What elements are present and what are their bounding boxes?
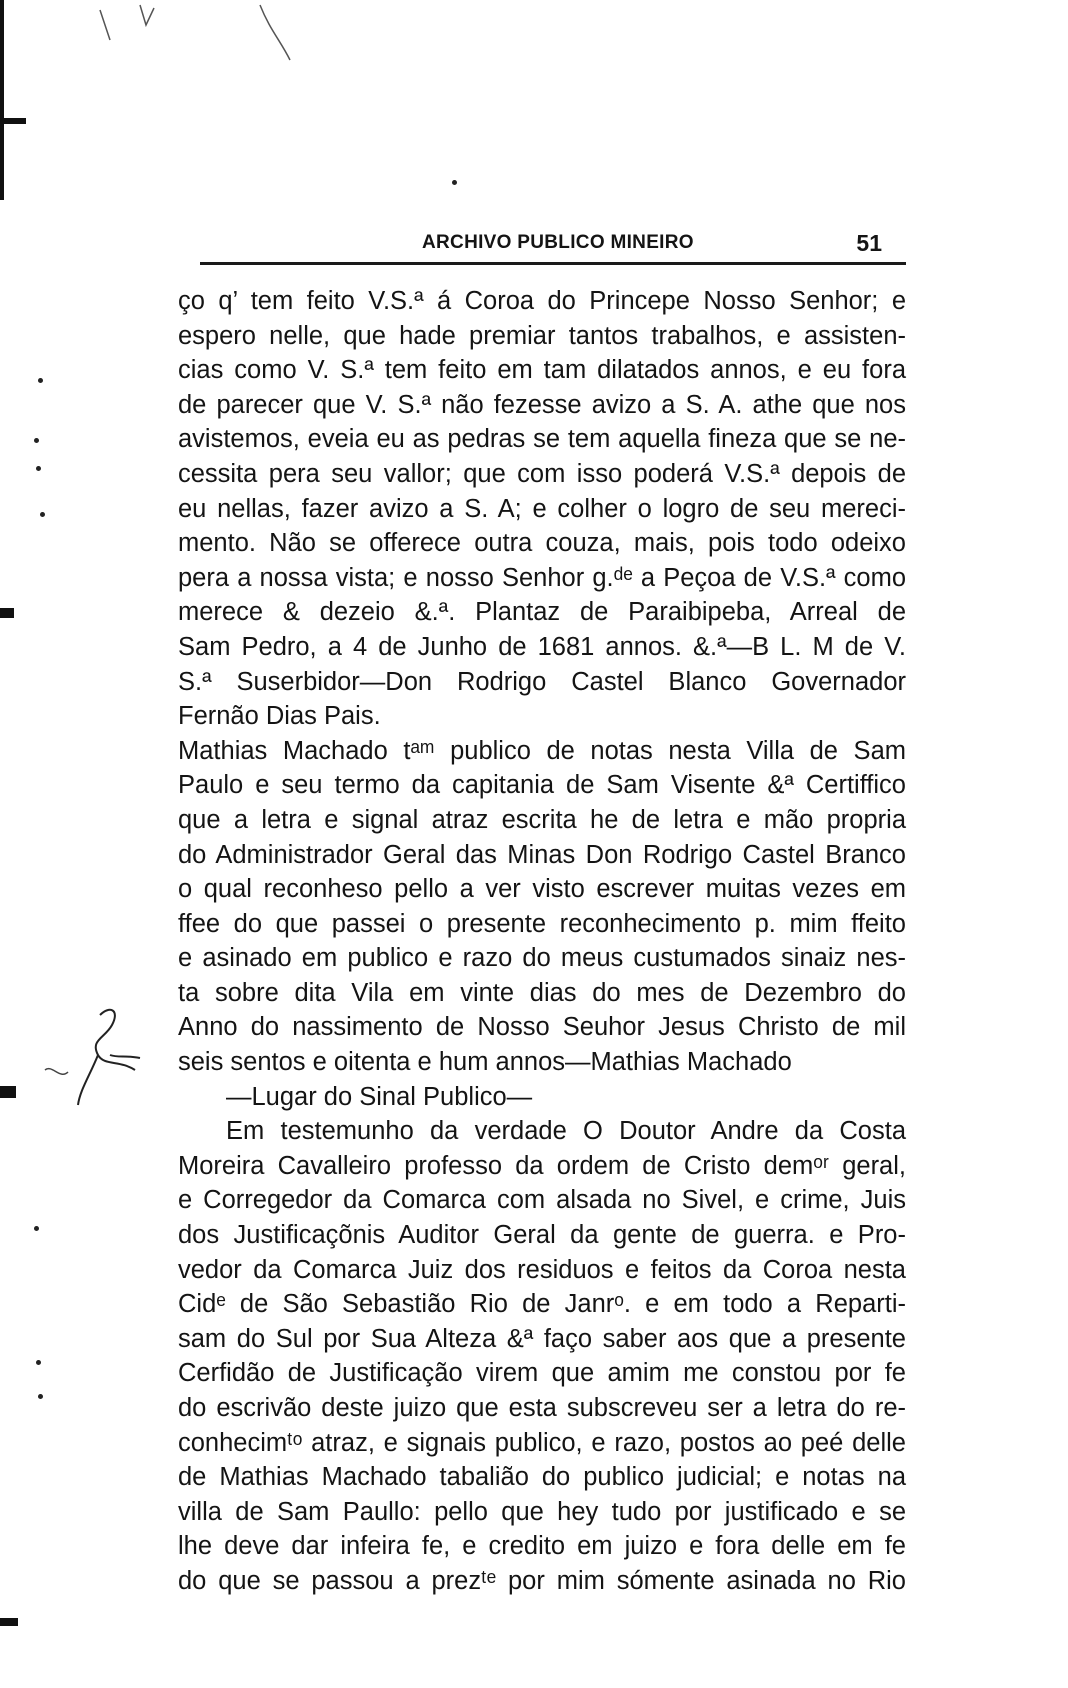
header-title: ARCHIVO PUBLICO MINEIRO xyxy=(422,232,694,253)
page-number: 51 xyxy=(856,230,882,256)
text-line: o qual reconheso pello a ver visto escrever muitas vezes em xyxy=(178,875,906,904)
text-line: pera a nossa vista; e nosso Senhor g.ᵈᵉ a Peçoa de V.S.ª como xyxy=(178,563,906,592)
margin-mark xyxy=(0,0,4,200)
text-line: e asinado em publico e razo do meus custumados sinaiz nes- xyxy=(178,944,906,973)
text-line: cias como V. S.ª tem feito em tam dilatados annos, e eu fora xyxy=(178,356,906,385)
top-scribble xyxy=(60,0,360,70)
text-line: ço q’ tem feito V.S.ª á Coroa do Princepe Nosso Senhor; e xyxy=(178,287,906,315)
text-line: ta sobre dita Vila em vinte dias do mes de Dezembro do xyxy=(178,978,906,1007)
text-line: ffee do que passei o presente reconhecimento p. mim ffeito xyxy=(178,909,906,938)
margin-dot xyxy=(36,1360,41,1365)
margin-dot xyxy=(452,180,457,185)
text-line: cessita pera seu vallor; que com isso poderá V.S.ª depois de xyxy=(178,459,906,488)
margin-dot xyxy=(34,1226,39,1231)
margin-dot xyxy=(36,466,41,471)
text-line: Cidᵉ de São Sebastião Rio de Janrᵒ. e em todo a Reparti- xyxy=(178,1290,906,1319)
body-text xyxy=(178,284,906,1599)
text-line: Mathias Machado tᵃᵐ publico de notas nesta Villa de Sam xyxy=(178,736,906,765)
text-line: seis sentos e oitenta e hum annos—Mathias Machado xyxy=(178,1048,792,1077)
text-line: merece & dezeio &.ª. Plantaz de Paraibipeba, Arreal de xyxy=(178,598,906,627)
text-line: Anno do nassimento de Nosso Seuhor Jesus Christo de mil xyxy=(178,1013,906,1042)
text-line: villa de Sam Paullo: pello que hey tudo por justificado e se xyxy=(178,1497,906,1526)
text-line: Fernão Dias Pais. xyxy=(178,702,381,731)
margin-mark xyxy=(0,608,14,618)
text-line: sam do Sul por Sua Alteza &ª faço saber aos que a presente xyxy=(178,1324,906,1353)
text-line: do escrivão deste juizo que esta subscreveu ser a letra do re- xyxy=(178,1394,906,1422)
margin-mark xyxy=(0,1086,16,1098)
text-line: de Mathias Machado tabalião do publico judicial; e notas na xyxy=(178,1463,906,1492)
text-line: e Corregedor da Comarca com alsada no Sivel, e crime, Juis xyxy=(178,1186,906,1215)
margin-dot xyxy=(40,512,45,517)
text-line: do que se passou a prezᵗᵉ por mim sómente asinada no Rio xyxy=(178,1566,906,1595)
text-line: S.ª Suserbidor—Don Rodrigo Castel Blanco Governador xyxy=(178,667,906,696)
text-line: conhecimᵗᵒ atraz, e signais publico, e razo, postos ao peé delle xyxy=(178,1428,906,1457)
text-line: Paulo e seu termo da capitania de Sam Visente &ª Certiffico xyxy=(178,771,906,800)
text-line: vedor da Comarca Juiz dos residuos e feitos da Coroa nesta xyxy=(178,1255,906,1284)
margin-signature xyxy=(40,1000,160,1110)
text-line: de parecer que V. S.ª não fezesse avizo a S. A. athe que nos xyxy=(178,390,906,419)
text-line: do Administrador Geral das Minas Don Rodrigo Castel Branco xyxy=(178,840,906,869)
text-line: lhe deve dar infeira fe, e credito em juizo e fora delle em fe xyxy=(178,1532,906,1561)
text-line: mento. Não se offerece outra couza, mais, pois todo odeixo xyxy=(178,529,906,558)
text-line: que a letra e signal atraz escrita he de letra e mão propria xyxy=(178,805,906,834)
margin-mark xyxy=(0,1618,18,1626)
running-header xyxy=(200,228,906,265)
text-line: Cerfidão de Justificação virem que amim me constou por fe xyxy=(178,1359,906,1388)
text-line: Sam Pedro, a 4 de Junho de 1681 annos. &.ª—B L. M de V. xyxy=(178,632,906,661)
text-line: eu nellas, fazer avizo a S. A; e colher o logro de seu mereci- xyxy=(178,494,906,523)
text-line: avistemos, eveia eu as pedras se tem aquella fineza que se ne- xyxy=(178,425,906,454)
text-line: —Lugar do Sinal Publico— xyxy=(226,1082,533,1111)
text-line: espero nelle, que hade premiar tantos trabalhos, e assisten- xyxy=(178,321,906,350)
margin-dot xyxy=(38,1394,43,1399)
text-line: dos Justificaçõnis Auditor Geral da gente de guerra. e Pro- xyxy=(178,1221,906,1250)
text-line: Em testemunho da verdade O Doutor Andre da Costa xyxy=(226,1117,906,1146)
margin-dot xyxy=(38,378,43,383)
margin-dot xyxy=(34,438,39,443)
text-line: Moreira Cavalleiro professo da ordem de Cristo demᵒʳ geral, xyxy=(178,1151,906,1180)
